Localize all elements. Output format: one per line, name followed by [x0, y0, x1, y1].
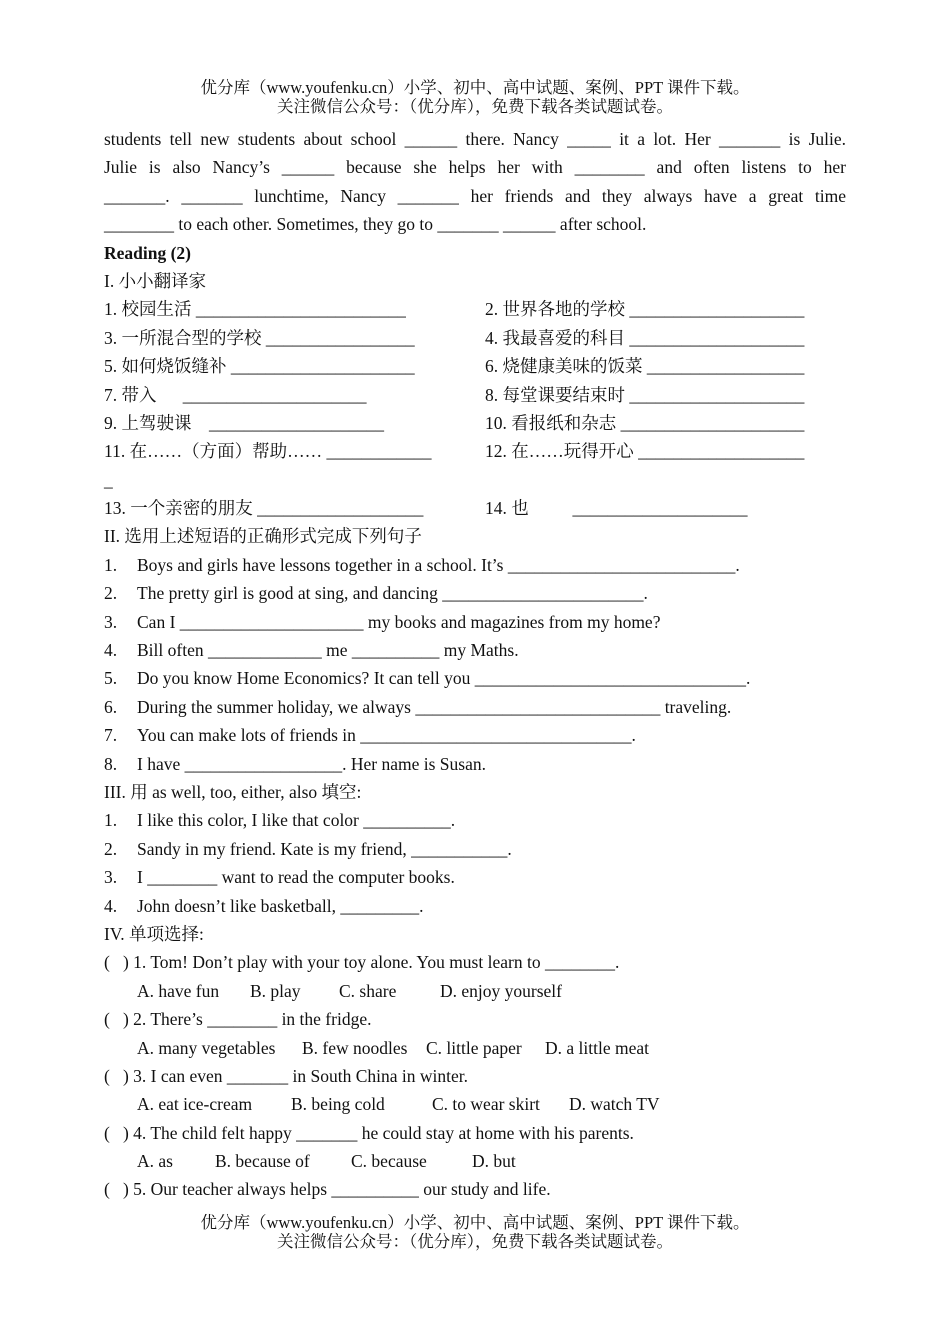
item-number: 4.	[104, 895, 118, 916]
page-header	[0, 78, 950, 116]
translation-item: 14. 也 ____________________	[485, 498, 748, 519]
translation-item: 2. 世界各地的学校 ____________________	[485, 299, 805, 320]
item-text: I have __________________. Her name is Susan.	[137, 753, 486, 774]
translation-item: 1. 校园生活 ________________________	[104, 299, 406, 320]
mc-options	[104, 1090, 846, 1118]
sentence-item	[104, 608, 846, 636]
item-number: 7.	[104, 725, 118, 746]
option-d: D. a little meat	[545, 1037, 649, 1058]
option-a: A. as	[137, 1151, 173, 1172]
item-text: Bill often _____________ me __________ my Maths.	[137, 640, 519, 661]
item-text: Can I _____________________ my books and magazines from my home?	[137, 611, 661, 632]
sentence-item	[104, 721, 846, 749]
mc-options	[104, 1034, 846, 1062]
fill-item	[104, 806, 846, 834]
translation-row	[104, 295, 846, 323]
item-text: I ________ want to read the computer books.	[137, 867, 455, 888]
item-text: Sandy in my friend. Kate is my friend, ___________.	[137, 838, 512, 859]
item-number: 3.	[104, 867, 118, 888]
option-a: A. eat ice-cream	[137, 1094, 253, 1115]
intro-paragraph	[104, 125, 846, 239]
item-text: The pretty girl is good at sing, and dancing _______________________.	[137, 583, 648, 604]
item-text: During the summer holiday, we always ____________________________ traveling.	[137, 696, 732, 717]
translation-row	[104, 324, 846, 352]
item-number: 2.	[104, 583, 118, 604]
option-b: B. being cold	[291, 1094, 385, 1115]
item-text: Do you know Home Economics? It can tell you _______________________________.	[137, 668, 751, 689]
item-number: 5.	[104, 668, 118, 689]
worksheet-body	[104, 125, 846, 1204]
fill-item	[104, 835, 846, 863]
mc-question: ( ) 1. Tom! Don’t play with your toy alone. You must learn to ________.	[104, 952, 620, 973]
item-number: 4.	[104, 640, 118, 661]
option-b: B. few noodles	[302, 1037, 408, 1058]
part2-title: II. 选用上述短语的正确形式完成下列句子	[104, 526, 422, 547]
option-a: A. many vegetables	[137, 1037, 276, 1058]
translation-item: 13. 一个亲密的朋友 ___________________	[104, 498, 424, 519]
mc-question: ( ) 3. I can even _______ in South China in winter.	[104, 1065, 469, 1086]
intro-line: ________ to each other. Sometimes, they go to _______ ______ after school.	[104, 214, 647, 235]
header-line-2: 关注微信公众号：（优分库），免费下载各类试题试卷。	[277, 97, 673, 116]
translation-item: 11. 在……（方面）帮助…… ____________	[104, 441, 432, 462]
translation-row	[104, 494, 846, 522]
item-text: Boys and girls have lessons together in a school. It’s __________________________.	[137, 554, 740, 575]
item-number: 8.	[104, 753, 118, 774]
mc-options	[104, 1147, 846, 1175]
translation-item: 7. 带入 _____________________	[104, 384, 367, 405]
item-number: 1.	[104, 554, 118, 575]
fill-item	[104, 863, 846, 891]
translation-item: 6. 烧健康美味的饭菜 __________________	[485, 356, 805, 377]
mc-options	[104, 977, 846, 1005]
translation-item: 12. 在……玩得开心 ___________________	[485, 441, 805, 462]
option-b: B. play	[250, 980, 301, 1001]
translation-item: 3. 一所混合型的学校 _________________	[104, 327, 415, 348]
sentence-item	[104, 750, 846, 778]
part4-title: IV. 单项选择:	[104, 923, 204, 944]
option-d: D. but	[472, 1151, 516, 1172]
option-b: B. because of	[215, 1151, 310, 1172]
translation-item: 9. 上驾驶课 ____________________	[104, 412, 384, 433]
translation-row	[104, 437, 846, 465]
option-a: A. have fun	[137, 980, 220, 1001]
footer-line-2: 关注微信公众号：（优分库），免费下载各类试题试卷。	[277, 1232, 673, 1251]
fill-item	[104, 892, 846, 920]
section-title: Reading (2)	[104, 242, 192, 263]
footer-line-1: 优分库（www.youfenku.cn）小学、初中、高中试题、案例、PPT 课件下载。	[200, 1213, 750, 1232]
mc-question: ( ) 2. There’s ________ in the fridge.	[104, 1009, 372, 1030]
translation-item: 5. 如何烧饭缝补 _____________________	[104, 356, 415, 377]
option-c: C. because	[351, 1151, 427, 1172]
option-d: D. watch TV	[569, 1094, 660, 1115]
item-number: 3.	[104, 611, 118, 632]
item-text: John doesn’t like basketball, _________.	[137, 895, 424, 916]
option-c: C. to wear skirt	[432, 1094, 540, 1115]
item-text: I like this color, I like that color __________.	[137, 810, 456, 831]
intro-line: students tell new students about school ______ there. Nancy _____ it a lot. Her _______ is Julie.	[104, 129, 846, 149]
page-footer	[0, 1213, 950, 1251]
overflow-underscore: _	[104, 469, 113, 490]
translation-row	[104, 409, 846, 437]
option-c: C. share	[339, 980, 397, 1001]
item-number: 6.	[104, 696, 118, 717]
item-text: You can make lots of friends in _______________________________.	[137, 725, 636, 746]
header-line-1: 优分库（www.youfenku.cn）小学、初中、高中试题、案例、PPT 课件下载。	[200, 78, 750, 97]
sentence-item	[104, 579, 846, 607]
sentence-item	[104, 636, 846, 664]
intro-line: _______. _______ lunchtime, Nancy _______ her friends and they always have a great time	[104, 185, 846, 206]
intro-line: Julie is also Nancy’s ______ because she helps her with ________ and often listens to her	[104, 157, 846, 178]
option-c: C. little paper	[426, 1037, 522, 1058]
translation-row	[104, 352, 846, 380]
option-d: D. enjoy yourself	[440, 980, 562, 1001]
translation-item: 8. 每堂课要结束时 ____________________	[485, 384, 805, 405]
sentence-item	[104, 551, 846, 579]
part1-title: I. 小小翻译家	[104, 270, 207, 291]
translation-row	[104, 381, 846, 409]
translation-item: 10. 看报纸和杂志 _____________________	[485, 412, 805, 433]
sentence-item	[104, 664, 846, 692]
sentence-item	[104, 693, 846, 721]
translation-item: 4. 我最喜爱的科目 ____________________	[485, 327, 805, 348]
item-number: 2.	[104, 838, 118, 859]
mc-question: ( ) 4. The child felt happy _______ he could stay at home with his parents.	[104, 1122, 634, 1143]
part3-title: III. 用 as well, too, either, also 填空:	[104, 781, 362, 802]
mc-question: ( ) 5. Our teacher always helps __________ our study and life.	[104, 1179, 551, 1200]
item-number: 1.	[104, 810, 118, 831]
